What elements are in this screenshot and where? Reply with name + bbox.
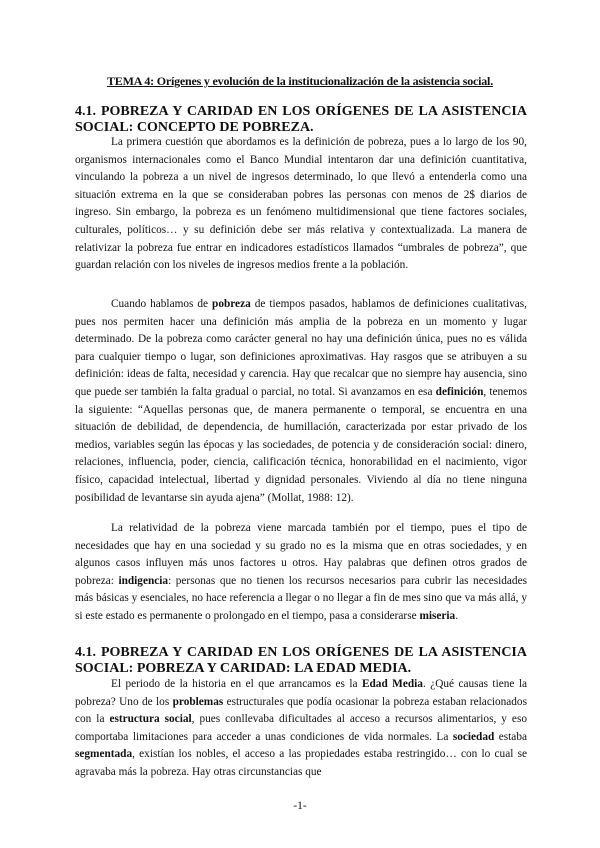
- paragraph-3-text-d: .: [455, 609, 459, 622]
- paragraph-4-bold-sociedad: sociedad: [452, 730, 495, 743]
- section-heading-2: 4.1. POBREZA Y CARIDAD EN LOS ORÍGENES DE LA ASISTENCIA SOCIAL: POBREZA Y CARIDAD: LA EDAD MEDIA.: [75, 645, 527, 676]
- paragraph-2-text-c: de tiempos pasados, hablamos de definiciones cualitativas, pues nos permiten hacer una definición más amplia de la pobreza en un momento y lugar determinado. De la pobreza como carácter general no hay una definición única, pues no es válida para cualquier tiempo o lugar, son definiciones aproximativas. Hay rasgos que se atribuyen a su definición: ideas de falta, necesidad y carencia. Hay que recalcar que no siempre hay ausencia, sino que puede ser también la falta gradual o parcial, no total. Si avanzamos en esa: [75, 298, 528, 398]
- paragraph-4-bold-problemas: problemas: [172, 695, 224, 708]
- paragraph-2-text-a: Cuando hablamos de: [111, 298, 213, 310]
- paragraph-4-text-a: El periodo de la historia en el que arrancamos es la: [111, 678, 362, 690]
- paragraph-4-bold-segmentada: segmentada: [75, 748, 133, 761]
- paragraph-2-bold-definicion: definición: [435, 385, 484, 398]
- paragraph-3: [75, 520, 527, 626]
- paragraph-1-text: La primera cuestión que abordamos es la definición de pobreza, pues a lo largo de los 90, organismos internacionales como el Banco Mundial intentaron dar una definición cuantitativa, vinculando la pobreza a un nivel de ingresos determinado, lo que llevó a entenderla como una situación extrema en la que se consideraban pobres las personas con menos de 2$ diarios de ingreso. Sin embargo, la pobreza es un fenómeno multidimensional que tiene factores sociales, culturales, políticos… y su definición debe ser más relativa y contextualizada. La manera de relativizar la pobreza fue entrar en indicadores estadísticos llamados “umbrales de pobreza”, que guardan relación con los niveles de ingresos medios frente a la población.: [75, 136, 527, 272]
- paragraph-4-bold-edad-media: Edad Media: [361, 678, 423, 690]
- paragraph-2-text-d: , tenemos la siguiente: “Aquellas personas que, de manera permanente o temporal, se encuentra en una situación de debilidad, de dependencia, de humillación, caracterizada por estar privado de los medios, variables según las épocas y las sociedades, de potencia y de consideración social: dinero, relaciones, influencia, poder, ciencia, calificación técnica, honorabilidad en el nacimiento, vigor físico, capacidad intelectual, libertad y dignidad personales. Viviendo al día no tiene ninguna posibilidad de levantarse sin ayuda ajena” (Mollat, 1988: 12).: [75, 385, 528, 504]
- paragraph-3-text-c: : personas que no tienen los recursos necesarios para cubrir las necesidades más básicas y esenciales, no hace referencia a llegar o no llegar a fin de mes sino que va más allá, y si este estado es permanente o prolongado en el tiempo, pasa a considerarse: [75, 574, 527, 622]
- paragraph-1: [75, 134, 527, 275]
- section-heading-1: 4.1. POBREZA Y CARIDAD EN LOS ORÍGENES DE LA ASISTENCIA SOCIAL: CONCEPTO DE POBREZA.: [75, 104, 527, 135]
- paragraph-3-bold-indigencia: indigencia: [118, 574, 169, 587]
- paragraph-4-text-g: , existían los nobles, el acceso a las propiedades estaba restringido… con lo cual se agravaba más la pobreza. Hay otras circunstancias que: [75, 748, 527, 778]
- paragraph-4-text-e: , pues conllevaba dificultades al acceso a recursos alimentarios, y eso comportaba limitaciones para acceder a unas condiciones de vida normales. La: [75, 713, 527, 743]
- paragraph-3-text-a: La relatividad de la pobreza viene marcada también por el tiempo, pues el tipo de necesidades que hay en una sociedad y su grado no es la misma que en otras sociedades, y en algunos casos influyen más unos factores u otros. Hay palabras que definen otros grados de pobreza:: [75, 522, 527, 587]
- paragraph-4-text-f: estaba: [494, 730, 527, 743]
- page-number: -1-: [293, 800, 307, 812]
- paragraph-3-bold-miseria: miseria: [419, 609, 456, 622]
- document-title: TEMA 4: Orígenes y evolución de la institucionalización de la asistencia social.: [107, 74, 493, 88]
- paragraph-4-text-c: . ¿Qué causas tiene la pobreza? Uno de los: [75, 678, 527, 708]
- paragraph-4: [75, 676, 527, 782]
- paragraph-2: [75, 296, 527, 507]
- paragraph-4-bold-estructura-social: estructura social: [109, 713, 192, 726]
- paragraph-2-bold-pobreza: pobreza: [212, 298, 251, 310]
- paragraph-4-text-d: estructurales que podía ocasionar la pobreza estaban relacionados con la: [75, 695, 527, 726]
